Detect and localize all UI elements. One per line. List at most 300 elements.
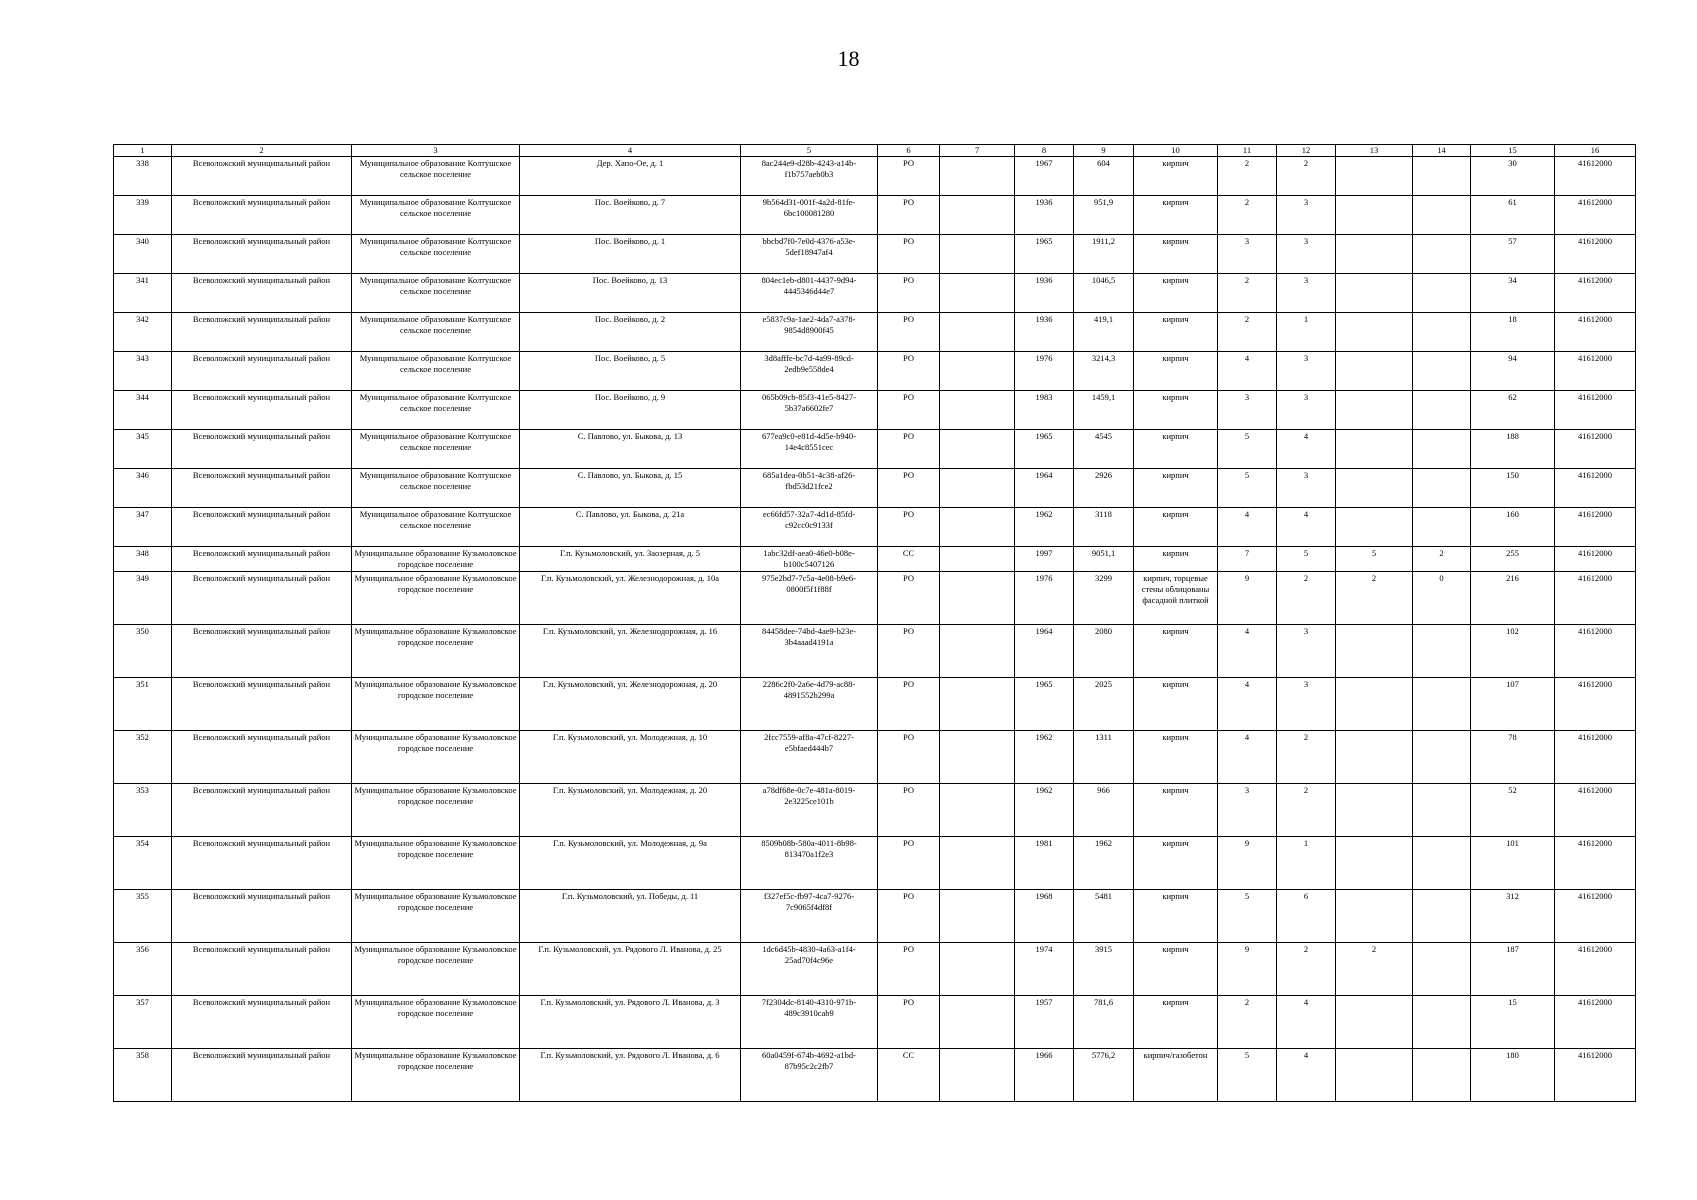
cell-oktmo: 41612000: [1555, 943, 1636, 996]
cell-col-14: [1413, 469, 1471, 508]
column-header-1: 1: [114, 145, 172, 157]
table-row: [114, 943, 1636, 996]
cell-floors: 5: [1218, 890, 1277, 943]
cell-floors: 4: [1218, 352, 1277, 391]
cell-house-guid: e5837c9a-1ae2-4da7-a378-9854d8900f45: [741, 313, 878, 352]
cell-residents: 78: [1471, 731, 1555, 784]
cell-oktmo: 41612000: [1555, 572, 1636, 625]
column-header-8: 8: [1015, 145, 1074, 157]
cell-row-number: 354: [114, 837, 172, 890]
cell-address: Г.п. Кузьмоловский, ул. Молодежная, д. 10: [520, 731, 741, 784]
cell-col-14: [1413, 890, 1471, 943]
cell-residents: 187: [1471, 943, 1555, 996]
cell-house-guid: f327ef5c-fb97-4ca7-9276-7c9065f4df8f: [741, 890, 878, 943]
column-header-3: 3: [352, 145, 520, 157]
cell-wall-material: кирпич, торцевые стены облицованы фасадной плиткой: [1134, 572, 1218, 625]
cell-house-guid: 2fcc7559-af8a-47cf-8227-e5bfaed444b7: [741, 731, 878, 784]
column-header-16: 16: [1555, 145, 1636, 157]
cell-col-14: [1413, 1049, 1471, 1102]
cell-entrances: 3: [1277, 678, 1336, 731]
cell-year-built: 1964: [1015, 469, 1074, 508]
cell-area: 3299: [1074, 572, 1134, 625]
cell-col-14: [1413, 996, 1471, 1049]
cell-entrances: 2: [1277, 157, 1336, 196]
cell-municipality: Муниципальное образование Колтушское сельское поселение: [352, 469, 520, 508]
table-row: [114, 678, 1636, 731]
cell-residents: 101: [1471, 837, 1555, 890]
cell-col-7: [940, 469, 1015, 508]
cell-col-13: [1336, 731, 1413, 784]
cell-row-number: 353: [114, 784, 172, 837]
cell-wall-material: кирпич: [1134, 890, 1218, 943]
cell-wall-material: кирпич: [1134, 837, 1218, 890]
page-number: 18: [837, 46, 860, 71]
cell-col-14: [1413, 352, 1471, 391]
cell-col-13: [1336, 235, 1413, 274]
cell-floors: 2: [1218, 196, 1277, 235]
cell-col-7: [940, 352, 1015, 391]
cell-district: Всеволожский муниципальный район: [172, 943, 352, 996]
cell-year-built: 1976: [1015, 572, 1074, 625]
cell-area: 3118: [1074, 508, 1134, 547]
cell-year-built: 1962: [1015, 731, 1074, 784]
cell-residents: 255: [1471, 547, 1555, 572]
cell-row-number: 340: [114, 235, 172, 274]
cell-oktmo: 41612000: [1555, 678, 1636, 731]
cell-col-13: [1336, 996, 1413, 1049]
cell-district: Всеволожский муниципальный район: [172, 391, 352, 430]
cell-area: 5481: [1074, 890, 1134, 943]
cell-col-7: [940, 313, 1015, 352]
cell-management-form: РО: [878, 890, 940, 943]
cell-residents: 94: [1471, 352, 1555, 391]
cell-address: С. Павлово, ул. Быкова, д. 15: [520, 469, 741, 508]
cell-year-built: 1974: [1015, 943, 1074, 996]
cell-entrances: 6: [1277, 890, 1336, 943]
column-header-15: 15: [1471, 145, 1555, 157]
cell-residents: 52: [1471, 784, 1555, 837]
cell-col-13: [1336, 157, 1413, 196]
cell-address: Г.п. Кузьмоловский, ул. Победы, д. 11: [520, 890, 741, 943]
cell-col-14: [1413, 274, 1471, 313]
cell-address: С. Павлово, ул. Быкова, д. 13: [520, 430, 741, 469]
cell-entrances: 3: [1277, 274, 1336, 313]
cell-row-number: 344: [114, 391, 172, 430]
table-row: [114, 996, 1636, 1049]
cell-address: Г.п. Кузьмоловский, ул. Молодежная, д. 20: [520, 784, 741, 837]
cell-col-14: [1413, 784, 1471, 837]
cell-row-number: 338: [114, 157, 172, 196]
table-row: [114, 572, 1636, 625]
cell-management-form: РО: [878, 943, 940, 996]
cell-year-built: 1966: [1015, 1049, 1074, 1102]
column-header-11: 11: [1218, 145, 1277, 157]
cell-oktmo: 41612000: [1555, 430, 1636, 469]
cell-col-14: [1413, 313, 1471, 352]
cell-house-guid: 7f2304dc-8140-4310-971b-489c3910cab9: [741, 996, 878, 1049]
cell-management-form: РО: [878, 678, 940, 731]
cell-floors: 5: [1218, 430, 1277, 469]
cell-entrances: 3: [1277, 196, 1336, 235]
cell-oktmo: 41612000: [1555, 313, 1636, 352]
cell-entrances: 2: [1277, 731, 1336, 784]
cell-entrances: 4: [1277, 508, 1336, 547]
cell-col-13: [1336, 1049, 1413, 1102]
cell-col-13: [1336, 469, 1413, 508]
cell-residents: 107: [1471, 678, 1555, 731]
cell-col-13: 2: [1336, 943, 1413, 996]
cell-area: 604: [1074, 157, 1134, 196]
column-header-9: 9: [1074, 145, 1134, 157]
cell-house-guid: 1dc6d45b-4830-4a63-a1f4-25ad70f4c96e: [741, 943, 878, 996]
cell-district: Всеволожский муниципальный район: [172, 274, 352, 313]
cell-oktmo: 41612000: [1555, 196, 1636, 235]
cell-municipality: Муниципальное образование Кузьмоловское городское поселение: [352, 996, 520, 1049]
cell-floors: 3: [1218, 784, 1277, 837]
cell-col-7: [940, 837, 1015, 890]
cell-col-7: [940, 508, 1015, 547]
cell-col-7: [940, 625, 1015, 678]
cell-wall-material: кирпич: [1134, 547, 1218, 572]
cell-residents: 61: [1471, 196, 1555, 235]
table-row: [114, 508, 1636, 547]
cell-municipality: Муниципальное образование Кузьмоловское городское поселение: [352, 890, 520, 943]
cell-col-7: [940, 943, 1015, 996]
cell-area: 781,6: [1074, 996, 1134, 1049]
cell-col-7: [940, 731, 1015, 784]
cell-management-form: СС: [878, 547, 940, 572]
cell-district: Всеволожский муниципальный район: [172, 508, 352, 547]
cell-col-13: 5: [1336, 547, 1413, 572]
cell-col-14: 0: [1413, 572, 1471, 625]
cell-wall-material: кирпич: [1134, 625, 1218, 678]
cell-area: 1459,1: [1074, 391, 1134, 430]
cell-address: Пос. Воейково, д. 2: [520, 313, 741, 352]
cell-management-form: РО: [878, 313, 940, 352]
cell-wall-material: кирпич: [1134, 469, 1218, 508]
cell-col-14: [1413, 678, 1471, 731]
cell-wall-material: кирпич: [1134, 943, 1218, 996]
cell-oktmo: 41612000: [1555, 1049, 1636, 1102]
cell-year-built: 1965: [1015, 430, 1074, 469]
cell-entrances: 4: [1277, 1049, 1336, 1102]
table-row: [114, 625, 1636, 678]
cell-area: 2080: [1074, 625, 1134, 678]
cell-col-14: [1413, 196, 1471, 235]
cell-row-number: 341: [114, 274, 172, 313]
cell-house-guid: 84458dee-74bd-4ae9-b23e-3b4aaad4191a: [741, 625, 878, 678]
cell-oktmo: 41612000: [1555, 235, 1636, 274]
cell-col-13: [1336, 625, 1413, 678]
cell-floors: 3: [1218, 235, 1277, 274]
cell-address: Г.п. Кузьмоловский, ул. Железнодорожная, д. 16: [520, 625, 741, 678]
cell-area: 4545: [1074, 430, 1134, 469]
cell-wall-material: кирпич: [1134, 996, 1218, 1049]
cell-management-form: РО: [878, 572, 940, 625]
cell-col-13: [1336, 784, 1413, 837]
cell-oktmo: 41612000: [1555, 508, 1636, 547]
cell-area: 1311: [1074, 731, 1134, 784]
cell-year-built: 1997: [1015, 547, 1074, 572]
cell-residents: 30: [1471, 157, 1555, 196]
cell-row-number: 339: [114, 196, 172, 235]
cell-district: Всеволожский муниципальный район: [172, 1049, 352, 1102]
cell-wall-material: кирпич: [1134, 196, 1218, 235]
cell-house-guid: a78df68e-0c7e-481a-8019-2e3225ce101b: [741, 784, 878, 837]
cell-municipality: Муниципальное образование Колтушское сельское поселение: [352, 157, 520, 196]
table-row: [114, 391, 1636, 430]
cell-col-13: [1336, 391, 1413, 430]
cell-floors: 4: [1218, 678, 1277, 731]
cell-wall-material: кирпич: [1134, 274, 1218, 313]
cell-col-7: [940, 1049, 1015, 1102]
cell-col-7: [940, 157, 1015, 196]
cell-row-number: 356: [114, 943, 172, 996]
cell-address: Г.п. Кузьмоловский, ул. Железнодорожная, д. 10а: [520, 572, 741, 625]
column-header-6: 6: [878, 145, 940, 157]
cell-area: 9051,1: [1074, 547, 1134, 572]
cell-residents: 312: [1471, 890, 1555, 943]
cell-year-built: 1962: [1015, 508, 1074, 547]
cell-year-built: 1968: [1015, 890, 1074, 943]
cell-col-7: [940, 430, 1015, 469]
cell-area: 1046,5: [1074, 274, 1134, 313]
cell-floors: 5: [1218, 1049, 1277, 1102]
cell-floors: 9: [1218, 837, 1277, 890]
cell-management-form: РО: [878, 625, 940, 678]
cell-floors: 2: [1218, 274, 1277, 313]
cell-house-guid: 3d8afffe-bc7d-4a99-89cd-2edb9e558de4: [741, 352, 878, 391]
cell-floors: 4: [1218, 508, 1277, 547]
table-row: [114, 352, 1636, 391]
cell-row-number: 342: [114, 313, 172, 352]
cell-district: Всеволожский муниципальный район: [172, 837, 352, 890]
cell-entrances: 3: [1277, 625, 1336, 678]
cell-district: Всеволожский муниципальный район: [172, 469, 352, 508]
cell-management-form: РО: [878, 784, 940, 837]
cell-district: Всеволожский муниципальный район: [172, 784, 352, 837]
cell-municipality: Муниципальное образование Колтушское сельское поселение: [352, 430, 520, 469]
cell-floors: 9: [1218, 572, 1277, 625]
cell-management-form: РО: [878, 837, 940, 890]
cell-wall-material: кирпич: [1134, 352, 1218, 391]
cell-area: 5776,2: [1074, 1049, 1134, 1102]
cell-residents: 188: [1471, 430, 1555, 469]
cell-year-built: 1965: [1015, 678, 1074, 731]
cell-year-built: 1965: [1015, 235, 1074, 274]
cell-col-14: [1413, 157, 1471, 196]
column-header-10: 10: [1134, 145, 1218, 157]
cell-entrances: 1: [1277, 313, 1336, 352]
cell-residents: 62: [1471, 391, 1555, 430]
cell-area: 951,9: [1074, 196, 1134, 235]
cell-year-built: 1957: [1015, 996, 1074, 1049]
cell-municipality: Муниципальное образование Кузьмоловское городское поселение: [352, 678, 520, 731]
cell-management-form: РО: [878, 352, 940, 391]
cell-col-7: [940, 391, 1015, 430]
cell-wall-material: кирпич: [1134, 508, 1218, 547]
cell-management-form: СС: [878, 1049, 940, 1102]
cell-floors: 5: [1218, 469, 1277, 508]
cell-district: Всеволожский муниципальный район: [172, 678, 352, 731]
cell-year-built: 1981: [1015, 837, 1074, 890]
cell-col-7: [940, 784, 1015, 837]
cell-management-form: РО: [878, 996, 940, 1049]
cell-entrances: 4: [1277, 996, 1336, 1049]
cell-municipality: Муниципальное образование Колтушское сельское поселение: [352, 196, 520, 235]
cell-wall-material: кирпич: [1134, 731, 1218, 784]
cell-year-built: 1936: [1015, 196, 1074, 235]
cell-house-guid: 065b09cb-85f3-41e5-8427-5b37a6602fe7: [741, 391, 878, 430]
cell-address: Пос. Воейково, д. 1: [520, 235, 741, 274]
cell-year-built: 1962: [1015, 784, 1074, 837]
cell-entrances: 3: [1277, 352, 1336, 391]
cell-management-form: РО: [878, 196, 940, 235]
cell-wall-material: кирпич: [1134, 784, 1218, 837]
cell-management-form: РО: [878, 731, 940, 784]
cell-col-7: [940, 678, 1015, 731]
cell-area: 2025: [1074, 678, 1134, 731]
cell-area: 1962: [1074, 837, 1134, 890]
cell-floors: 4: [1218, 731, 1277, 784]
table-row: [114, 1049, 1636, 1102]
cell-address: Г.п. Кузьмоловский, ул. Рядового Л. Иванова, д. 3: [520, 996, 741, 1049]
cell-address: С. Павлово, ул. Быкова, д. 21а: [520, 508, 741, 547]
column-header-12: 12: [1277, 145, 1336, 157]
cell-municipality: Муниципальное образование Кузьмоловское городское поселение: [352, 731, 520, 784]
cell-oktmo: 41612000: [1555, 996, 1636, 1049]
cell-wall-material: кирпич: [1134, 313, 1218, 352]
cell-house-guid: bbcbd7f0-7e0d-4376-a53e-5def18947af4: [741, 235, 878, 274]
cell-management-form: РО: [878, 391, 940, 430]
cell-municipality: Муниципальное образование Кузьмоловское городское поселение: [352, 1049, 520, 1102]
cell-address: Пос. Воейково, д. 5: [520, 352, 741, 391]
cell-management-form: РО: [878, 235, 940, 274]
cell-house-guid: 9b564d31-001f-4a2d-81fe-6bc100081280: [741, 196, 878, 235]
cell-oktmo: 41612000: [1555, 469, 1636, 508]
cell-house-guid: 8ac244e9-d28b-4243-a14b-f1b757aeb0b3: [741, 157, 878, 196]
cell-col-13: [1336, 196, 1413, 235]
cell-floors: 3: [1218, 391, 1277, 430]
cell-municipality: Муниципальное образование Кузьмоловское городское поселение: [352, 572, 520, 625]
cell-district: Всеволожский муниципальный район: [172, 625, 352, 678]
table-row: [114, 784, 1636, 837]
cell-entrances: 2: [1277, 943, 1336, 996]
cell-area: 1911,2: [1074, 235, 1134, 274]
cell-district: Всеволожский муниципальный район: [172, 235, 352, 274]
cell-municipality: Муниципальное образование Колтушское сельское поселение: [352, 313, 520, 352]
table-row: [114, 430, 1636, 469]
cell-municipality: Муниципальное образование Колтушское сельское поселение: [352, 352, 520, 391]
cell-col-14: [1413, 508, 1471, 547]
cell-entrances: 2: [1277, 784, 1336, 837]
cell-municipality: Муниципальное образование Кузьмоловское городское поселение: [352, 837, 520, 890]
cell-district: Всеволожский муниципальный район: [172, 572, 352, 625]
column-header-13: 13: [1336, 145, 1413, 157]
cell-col-14: [1413, 625, 1471, 678]
cell-row-number: 347: [114, 508, 172, 547]
cell-oktmo: 41612000: [1555, 890, 1636, 943]
cell-area: 3214,3: [1074, 352, 1134, 391]
cell-district: Всеволожский муниципальный район: [172, 352, 352, 391]
cell-management-form: РО: [878, 508, 940, 547]
cell-oktmo: 41612000: [1555, 731, 1636, 784]
table-row: [114, 837, 1636, 890]
cell-entrances: 1: [1277, 837, 1336, 890]
cell-row-number: 358: [114, 1049, 172, 1102]
table-row: [114, 731, 1636, 784]
cell-col-14: [1413, 430, 1471, 469]
cell-wall-material: кирпич: [1134, 430, 1218, 469]
cell-wall-material: кирпич/газобетон: [1134, 1049, 1218, 1102]
cell-area: 419,1: [1074, 313, 1134, 352]
registry-table: [113, 144, 1636, 1102]
cell-house-guid: 1abc32df-aea0-46e0-b08e-b100c5407126: [741, 547, 878, 572]
cell-district: Всеволожский муниципальный район: [172, 430, 352, 469]
cell-year-built: 1967: [1015, 157, 1074, 196]
cell-address: Г.п. Кузьмоловский, ул. Железнодорожная, д. 20: [520, 678, 741, 731]
cell-municipality: Муниципальное образование Кузьмоловское городское поселение: [352, 784, 520, 837]
cell-col-13: [1336, 274, 1413, 313]
cell-residents: 216: [1471, 572, 1555, 625]
cell-oktmo: 41612000: [1555, 784, 1636, 837]
cell-house-guid: 804ec1eb-d801-4437-9d94-4445346d44e7: [741, 274, 878, 313]
cell-col-13: [1336, 678, 1413, 731]
cell-col-13: [1336, 890, 1413, 943]
cell-oktmo: 41612000: [1555, 837, 1636, 890]
cell-col-13: [1336, 313, 1413, 352]
cell-row-number: 346: [114, 469, 172, 508]
table-row: [114, 157, 1636, 196]
cell-year-built: 1983: [1015, 391, 1074, 430]
cell-house-guid: 8509b08b-580a-4011-8b98-813470a1f2e3: [741, 837, 878, 890]
cell-address: Дер. Хапо-Ое, д. 1: [520, 157, 741, 196]
cell-col-7: [940, 235, 1015, 274]
cell-address: Г.п. Кузьмоловский, ул. Заозерная, д. 5: [520, 547, 741, 572]
cell-col-14: 2: [1413, 547, 1471, 572]
cell-year-built: 1936: [1015, 313, 1074, 352]
cell-col-7: [940, 196, 1015, 235]
cell-oktmo: 41612000: [1555, 625, 1636, 678]
cell-col-14: [1413, 235, 1471, 274]
cell-district: Всеволожский муниципальный район: [172, 996, 352, 1049]
cell-year-built: 1964: [1015, 625, 1074, 678]
cell-entrances: 4: [1277, 430, 1336, 469]
cell-row-number: 343: [114, 352, 172, 391]
cell-col-14: [1413, 731, 1471, 784]
cell-area: 2926: [1074, 469, 1134, 508]
cell-house-guid: 677ea9c0-e81d-4d5e-b940-14e4c8551cec: [741, 430, 878, 469]
cell-municipality: Муниципальное образование Кузьмоловское городское поселение: [352, 547, 520, 572]
cell-entrances: 2: [1277, 572, 1336, 625]
cell-residents: 102: [1471, 625, 1555, 678]
cell-row-number: 348: [114, 547, 172, 572]
cell-residents: 180: [1471, 1049, 1555, 1102]
cell-management-form: РО: [878, 430, 940, 469]
cell-col-13: [1336, 430, 1413, 469]
cell-col-14: [1413, 837, 1471, 890]
cell-row-number: 349: [114, 572, 172, 625]
cell-row-number: 351: [114, 678, 172, 731]
cell-district: Всеволожский муниципальный район: [172, 731, 352, 784]
cell-municipality: Муниципальное образование Колтушское сельское поселение: [352, 508, 520, 547]
cell-year-built: 1976: [1015, 352, 1074, 391]
column-header-7: 7: [940, 145, 1015, 157]
cell-row-number: 345: [114, 430, 172, 469]
cell-floors: 2: [1218, 313, 1277, 352]
cell-col-7: [940, 996, 1015, 1049]
cell-wall-material: кирпич: [1134, 157, 1218, 196]
